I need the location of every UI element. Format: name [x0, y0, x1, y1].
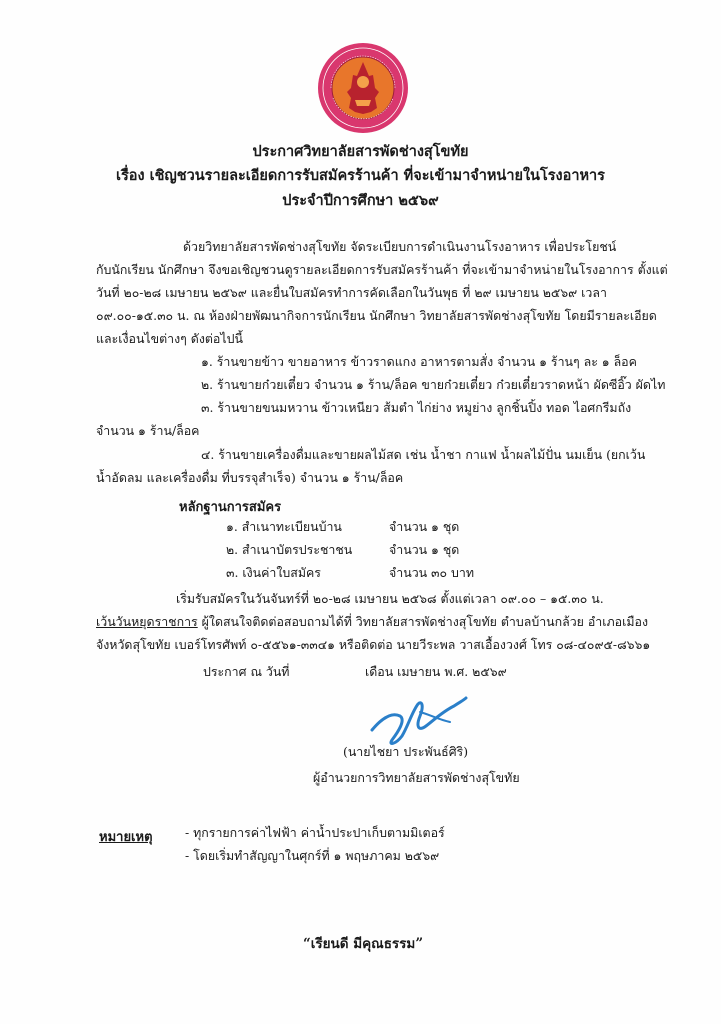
office-hours-note: เว้นวันหยุดราชการ: [96, 614, 198, 629]
document-item-2-qty: จำนวน ๑ ชุด: [389, 542, 460, 557]
shop-item-3-cont: จำนวน ๑ ร้าน/ล็อค: [96, 423, 200, 438]
document-item-3-label: ๓. เงินค่าใบสมัคร: [226, 565, 321, 580]
intro-line-2: กับนักเรียน นักศึกษา จึงขอเชิญชวนดูรายละเอียดการรับสมัครร้านค้า ที่จะเข้ามาจำหน่ายในโรงอาการ ตั้งแต่: [96, 262, 668, 277]
school-motto: “เรียนดี มีคุณธรรม”: [303, 936, 424, 952]
announcement-year: ประจำปีการศึกษา ๒๕๖๙: [282, 192, 439, 209]
shop-item-4: ๔. ร้านขายเครื่องดื่มและขายผลไม้สด เช่น น้ำชา กาแฟ น้ำผลไม้ปั่น นมเย็น (ยกเว้น: [201, 447, 646, 462]
contact-line-2-rest: ผู้ใดสนใจติดต่อสอบถามได้ที่ วิทยาลัยสารพัดช่างสุโขทัย ตำบลบ้านกล้วย อำเภอเมือง: [197, 614, 649, 629]
shop-item-1: ๑. ร้านขายข้าว ขายอาหาร ข้าวราดแกง อาหารตามสั่ง จำนวน ๑ ร้านๆ ละ ๑ ล็อค: [201, 354, 637, 369]
announce-date-prefix: ประกาศ ณ วันที่: [203, 664, 290, 679]
documents-heading: หลักฐานการสมัคร: [179, 500, 282, 515]
document-item-1-qty: จำนวน ๑ ชุด: [389, 519, 460, 534]
contact-line-3: จังหวัดสุโขทัย เบอร์โทรศัพท์ ๐-๕๕๖๑-๓๓๔๑ หรือติดต่อ นายวีระพล วาสเอื้องวงศ์ โทร ๐๘-๔๐๙๕-๘๖๖๑: [96, 637, 651, 652]
remark-item-2: - โดยเริ่มทำสัญญาในศุกร์ที่ ๑ พฤษภาคม ๒๕๖๙: [185, 848, 440, 863]
vocational-education-seal-icon: [317, 42, 409, 134]
remark-item-1: - ทุกรายการค่าไฟฟ้า ค่าน้ำประปาเก็บตามมิเตอร์: [185, 825, 445, 840]
intro-line-5: และเงื่อนไขต่างๆ ดังต่อไปนี้: [96, 331, 243, 346]
document-item-1-label: ๑. สำเนาทะเบียนบ้าน: [226, 519, 342, 534]
shop-item-4-cont: น้ำอัดลม และเครื่องดื่ม ที่บรรจุสำเร็จ) จำนวน ๑ ร้าน/ล็อค: [96, 470, 404, 485]
intro-line-1: ด้วยวิทยาลัยสารพัดช่างสุโขทัย จัดระเบียบการดำเนินงานโรงอาหาร เพื่อประโยชน์: [183, 239, 617, 254]
remarks-heading: หมายเหตุ: [99, 830, 153, 845]
shop-item-2: ๒. ร้านขายก๋วยเตี๋ยว จำนวน ๑ ร้าน/ล็อค ขายก๋วยเตี๋ยว ก๋วยเตี๋ยวราดหน้า ผัดซีอิ๊ว ผัดไท: [201, 377, 666, 392]
intro-line-4: ๐๙.๐๐-๑๕.๓๐ น. ณ ห้องฝ่ายพัฒนากิจการนักเรียน นักศึกษา วิทยาลัยสารพัดช่างสุโขทัย โดยมีรายละเอียด: [96, 308, 657, 323]
announce-date-suffix: เดือน เมษายน พ.ศ. ๒๕๖๙: [365, 664, 507, 679]
announcement-title: ประกาศวิทยาลัยสารพัดช่างสุโขทัย: [252, 143, 469, 160]
signer-position: ผู้อำนวยการวิทยาลัยสารพัดช่างสุโขทัย: [313, 770, 520, 785]
contact-line-2: [96, 615, 648, 629]
announcement-subject: เรื่อง เชิญชวนรายละเอียดการรับสมัครร้านค้า ที่จะเข้ามาจำหน่ายในโรงอาหาร: [116, 167, 605, 184]
contact-line-1: เริ่มรับสมัครในวันจันทร์ที่ ๒๐-๒๘ เมษายน ๒๕๖๘ ตั้งแต่เวลา ๐๙.๐๐ – ๑๕.๓๐ น.: [176, 591, 604, 606]
intro-line-3: วันที่ ๒๐-๒๘ เมษายน ๒๕๖๙ และยื่นใบสมัครทำการคัดเลือกในวันพุธ ที่ ๒๙ เมษายน ๒๕๖๙ เวลา: [96, 285, 607, 300]
signer-name: (นายไชยา ประพันธ์ศิริ): [343, 744, 469, 759]
shop-item-3: ๓. ร้านขายขนมหวาน ข้าวเหนียว ส้มตำ ไก่ย่าง หมูย่าง ลูกชิ้นปิ้ง ทอด ไอศกรีมถัง: [201, 400, 632, 415]
document-item-3-qty: จำนวน ๓๐ บาท: [389, 565, 475, 580]
signature-icon: [362, 682, 472, 752]
document-item-2-label: ๒. สำเนาบัตรประชาชน: [226, 542, 353, 557]
